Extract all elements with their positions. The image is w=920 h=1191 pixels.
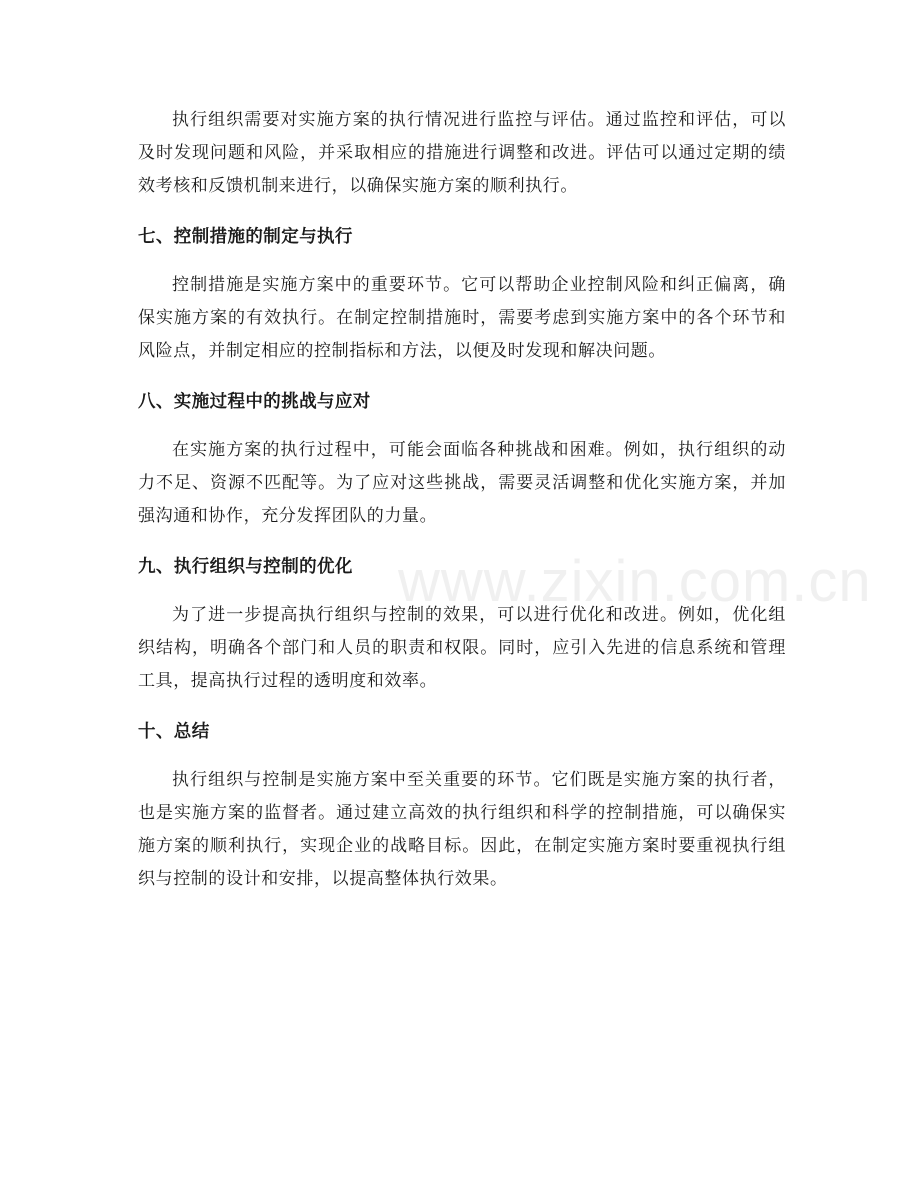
- paragraph-section-10: 执行组织与控制是实施方案中至关重要的环节。它们既是实施方案的执行者，也是实施方案的监督者。通过建立高效的执行组织和科学的控制措施，可以确保实施方案的顺利执行，实现企业的战略目标。因此，在制定实施方案时要重视执行组织与控制的设计和安排，以提高整体执行效果。: [138, 770, 786, 889]
- watermark-text: www.zixin.com.cn: [398, 549, 872, 614]
- heading-section-7: 七、控制措施的制定与执行: [138, 227, 353, 247]
- paragraph-section-8: 在实施方案的执行过程中，可能会面临各种挑战和困难。例如，执行组织的动力不足、资源不匹配等。为了应对这些挑战，需要灵活调整和优化实施方案，并加强沟通和协作，充分发挥团队的力量。: [138, 440, 786, 526]
- document-body: [138, 104, 786, 896]
- paragraph-monitoring: 执行组织需要对实施方案的执行情况进行监控与评估。通过监控和评估，可以及时发现问题和风险，并采取相应的措施进行调整和改进。评估可以通过定期的绩效考核和反馈机制来进行，以确保实施方案的顺利执行。: [138, 110, 786, 196]
- heading-section-8: 八、实施过程中的挑战与应对: [138, 392, 371, 412]
- heading-section-10: 十、总结: [138, 722, 210, 742]
- heading-section-9: 九、执行组织与控制的优化: [138, 557, 353, 577]
- paragraph-section-9: 为了进一步提高执行组织与控制的效果，可以进行优化和改进。例如，优化组织结构，明确各个部门和人员的职责和权限。同时，应引入先进的信息系统和管理工具，提高执行过程的透明度和效率。: [138, 605, 786, 691]
- paragraph-section-7: 控制措施是实施方案中的重要环节。它可以帮助企业控制风险和纠正偏离，确保实施方案的有效执行。在制定控制措施时，需要考虑到实施方案中的各个环节和风险点，并制定相应的控制指标和方法，以便及时发现和解决问题。: [138, 275, 786, 361]
